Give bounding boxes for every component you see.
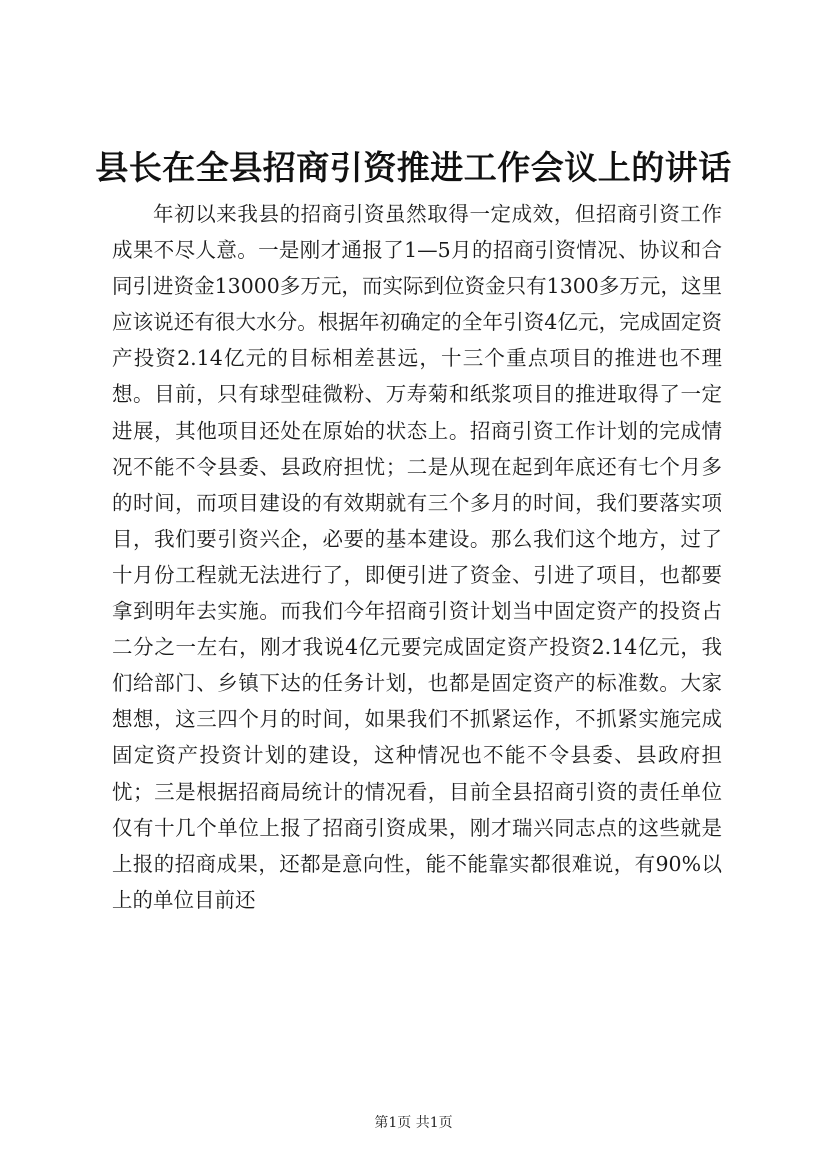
document-title: 县长在全县招商引资推进工作会议上的讲话 — [95, 148, 732, 187]
page-footer: 第1页 共1页 — [374, 1115, 453, 1131]
body-paragraph: 年初以来我县的招商引资虽然取得一定成效，但招商引资工作成果不尽人意。一是刚才通报了1—5月的招商引资情况、协议和合同引进资金13000多万元，而实际到位资金只有1300多万元，这里应该说还有很大水分。根据年初确定的全年引资4亿元，完成固定资产投资2.14亿元的目标相差甚远，十三个重点项目的推进也不理想。目前，只有球型硅微粉、万寿菊和纸浆项目的推进取得了一定进展，其他项目还处在原始的状态上。招商引资工作计划的完成情况不能不令县委、县政府担忧；二是从现在起到年底还有七个月多的时间，而项目建设的有效期就有三个多月的时间，我们要落实项目，我们要引资兴企，必要的基本建设。那么我们这个地方，过了十月份工程就无法进行了，即便引进了资金、引进了项目，也都要拿到明年去实施。而我们今年招商引资计划当中固定资产的投资占二分之一左右，刚才我说4亿元要完成固定资产投资2.14亿元，我们给部门、乡镇下达的任务计划，也都是固定资产的标准数。大家想想，这三四个月的时间，如果我们不抓紧运作，不抓紧实施完成固定资产投资计划的建设，这种情况也不能不令县委、县政府担忧；三是根据招商局统计的情况看，目前全县招商引资的责任单位仅有十几个单位上报了招商引资成果，刚才瑞兴同志点的这些就是上报的招商成果，还都是意向性，能不能靠实都很难说，有90%以上的单位目前还 — [112, 202, 722, 912]
